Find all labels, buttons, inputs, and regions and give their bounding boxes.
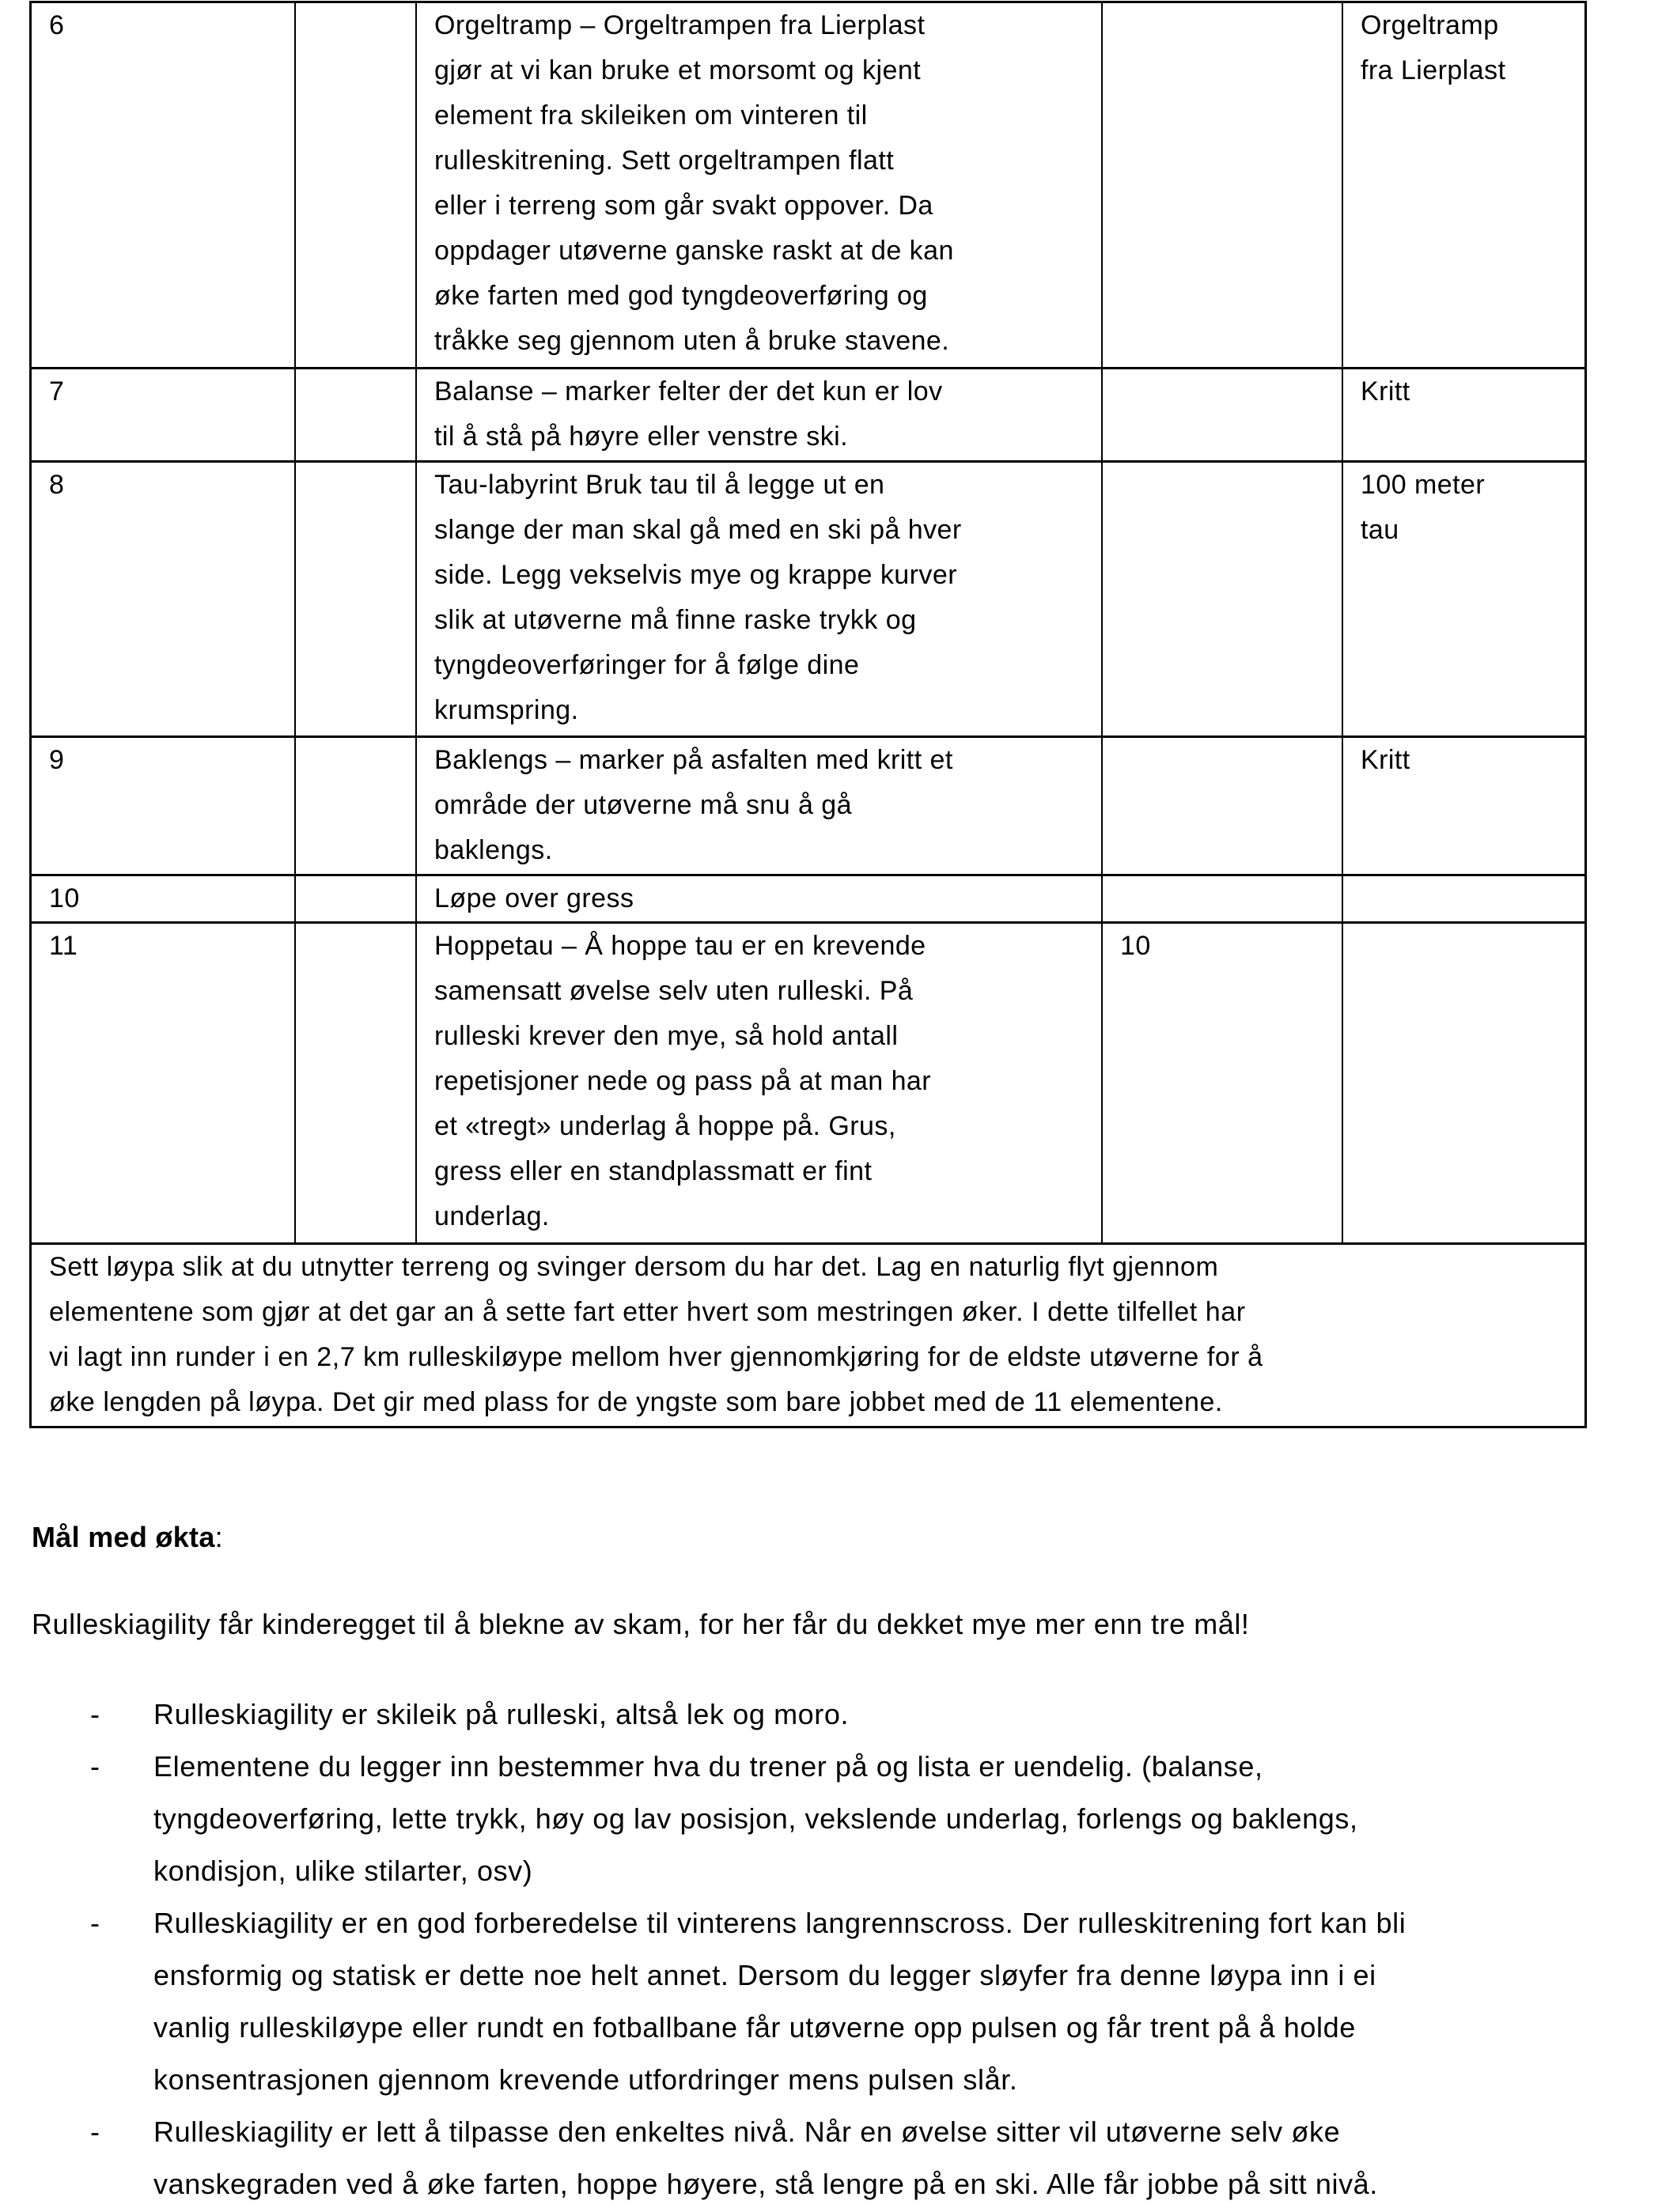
description-line: gress eller en standplassmatt er fint [434,1156,873,1186]
exercise-table [29,1,1587,1428]
note-line: vi lagt inn runder i en 2,7 km rulleskiløype mellom hver gjennomkjøring for de eldste utøverne for å [49,1342,1263,1372]
note-line: øke lengden på løypa. Det gir med plass for de yngste som bare jobbet med de 11 elementene. [49,1387,1223,1417]
empty-cell [296,738,417,874]
list-item-line: ensformig og statisk er dette noe helt annet. Dersom du legger sløyfer fra denne løypa inn i ei [153,1959,1376,1991]
empty-cell [296,463,417,735]
bullet-dash-icon: - [90,2116,100,2148]
row-number: 7 [49,376,65,406]
equipment-line: 100 meter [1361,470,1486,500]
list-item-text [153,2106,1662,2210]
note-line: elementene som gjør at det gar an å sette fart etter hvert som mestringen øker. I dette tilfellet har [49,1297,1246,1327]
goals-list [0,1688,1662,2210]
description-line: oppdager utøverne ganske raskt at de kan [434,236,954,266]
description-line: tråkke seg gjennom uten å bruke stavene. [434,326,950,356]
description-line: gjør at vi kan bruke et morsomt og kjent [434,55,922,85]
equipment-cell [1343,369,1584,460]
description-line: rulleskitrening. Sett orgeltrampen flatt [434,146,895,176]
description-line: område der utøverne må snu å gå [434,790,853,820]
description-line: Balanse – marker felter der det kun er lov [434,376,943,406]
empty-cell [296,3,417,367]
description-cell [417,463,1103,735]
row-number-cell [32,3,296,367]
table-note [32,1245,1263,1426]
equipment-line: Kritt [1361,745,1410,775]
note-line: Sett løypa slik at du utnytter terreng og svinger dersom du har det. Lag en naturlig flyt gjennom [49,1252,1219,1282]
table-row [32,924,1584,1245]
row-number-cell [32,463,296,735]
list-item-line: kondisjon, ulike stilarter, osv) [153,1855,533,1887]
description-line: Baklengs – marker på asfalten med kritt et [434,745,953,775]
description-line: slik at utøverne må finne raske trykk og [434,605,917,635]
row-number: 10 [49,883,80,913]
empty-cell [296,369,417,460]
count-cell [1103,876,1343,921]
list-item-line: Rulleskiagility er en god forberedelse til vinterens langrennscross. Der rulleskitrening fort kan bli [153,1907,1406,1939]
list-item-line: Rulleskiagility er lett å tilpasse den enkeltes nivå. Når en øvelse sitter vil utøverne selv øke [153,2116,1341,2148]
count-cell [1103,924,1343,1242]
goals-intro: Rulleskiagility får kinderegget til å blekne av skam, for her får du dekket mye mer enn tre mål! [32,1608,1250,1640]
description-line: Hoppetau – Å hoppe tau er en krevende [434,931,926,961]
equipment-line: tau [1361,515,1399,545]
equipment-line: Orgeltramp [1361,10,1499,40]
equipment-cell [1343,924,1584,1242]
description-line: side. Legg vekselvis mye og krappe kurver [434,560,957,590]
list-item-line: tyngdeoverføring, lette trykk, høy og lav posisjon, vekslende underlag, forlengs og baklengs, [153,1802,1358,1835]
description-line: til å stå på høyre eller venstre ski. [434,422,849,452]
row-number: 6 [49,10,65,40]
row-number: 11 [49,931,78,961]
list-item-text [153,1688,1662,1741]
description-line: krumspring. [434,695,579,725]
description-line: et «tregt» underlag å hoppe på. Grus, [434,1111,896,1141]
description-line: Løpe over gress [434,883,634,913]
description-line: underlag. [434,1201,550,1231]
empty-cell [296,924,417,1242]
description-line: Orgeltramp – Orgeltrampen fra Lierplast [434,10,926,40]
description-line: element fra skileiken om vinteren til [434,100,868,130]
description-line: tyngdeoverføringer for å følge dine [434,650,860,680]
equipment-cell [1343,738,1584,874]
row-number-cell [32,876,296,921]
row-number: 8 [49,470,65,500]
count-cell [1103,463,1343,735]
table-row [32,738,1584,876]
row-number-cell [32,738,296,874]
description-cell [417,738,1103,874]
equipment-line: fra Lierplast [1361,55,1506,85]
equipment-cell [1343,3,1584,367]
description-line: rulleski krever den mye, så hold antall [434,1021,899,1051]
count-cell [1103,3,1343,367]
equipment-line: Kritt [1361,376,1410,406]
description-line: repetisjoner nede og pass på at man har [434,1066,932,1096]
count-cell [1103,369,1343,460]
equipment-cell [1343,463,1584,735]
list-item [0,1688,1662,1741]
goals-heading-colon: : [214,1521,223,1553]
list-item-line: Rulleskiagility er skileik på rulleski, altså lek og moro. [153,1698,850,1730]
row-number-cell [32,924,296,1242]
description-cell [417,3,1103,367]
description-line: eller i terreng som går svakt oppover. Da [434,191,933,221]
bullet-dash-icon: - [90,1907,100,1939]
description-cell [417,369,1103,460]
row-number: 9 [49,745,65,775]
bullet-dash-icon: - [90,1698,100,1730]
equipment-cell [1343,876,1584,921]
list-item-line: vanskegraden ved å øke farten, hoppe høyere, stå lengre på en ski. Alle får jobbe på sitt nivå. [153,2168,1378,2200]
repetition-count: 10 [1120,931,1151,961]
list-item [0,1741,1662,1897]
count-cell [1103,738,1343,874]
list-item [0,1897,1662,2106]
description-cell [417,924,1103,1242]
row-number-cell [32,369,296,460]
list-item-line: konsentrasjonen gjennom krevende utfordringer mens pulsen slår. [153,2063,1018,2096]
goals-heading-text: Mål med økta [32,1521,215,1553]
table-row [32,876,1584,924]
list-item-text [153,1897,1662,2106]
table-note-row [32,1245,1584,1426]
empty-cell [296,876,417,921]
description-cell [417,876,1103,921]
description-line: øke farten med god tyngdeoverføring og [434,281,928,311]
list-item-line: vanlig rulleskiløype eller rundt en fotballbane får utøverne opp pulsen og får trent på å holde [153,2011,1356,2044]
description-line: baklengs. [434,835,553,865]
description-line: Tau-labyrint Bruk tau til å legge ut en [434,470,885,500]
bullet-dash-icon: - [90,1750,100,1783]
list-item-line: Elementene du legger inn bestemmer hva du trener på og lista er uendelig. (balanse, [153,1750,1263,1783]
description-line: samensatt øvelse selv uten rulleski. På [434,976,914,1006]
description-line: slange der man skal gå med en ski på hver [434,515,962,545]
list-item-text [153,1741,1662,1897]
goals-heading [32,1516,223,1559]
table-row [32,463,1584,738]
list-item [0,2106,1662,2210]
table-row [32,3,1584,369]
table-row [32,369,1584,463]
